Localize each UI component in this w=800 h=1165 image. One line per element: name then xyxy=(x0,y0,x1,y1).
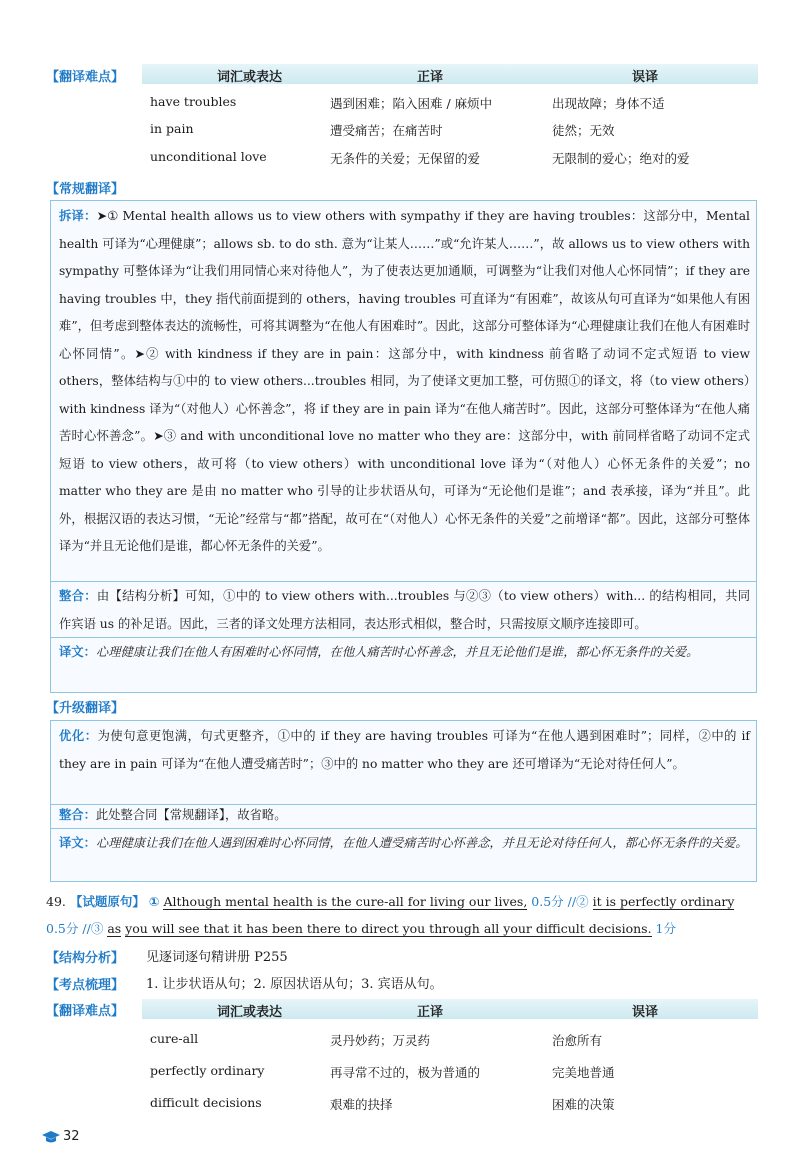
page-number-text: 32 xyxy=(63,1129,80,1144)
score-3: 1分 xyxy=(655,921,676,936)
upgrade-merge-segment xyxy=(51,804,756,828)
optimize-segment xyxy=(51,721,756,804)
split-text: ➤① Mental health allows us to view others with sympathy if they are having troubles：这部分中，Mental health 可译为“心理健康”；allows sb. to do sth. 意为“让某人……”或“允许某人……”，故 allows us to view others with sympathy 可整体译为“让我们用同情心来对待他人”，为了使表达更加通顺，可调整为“让我们对他人心怀同情”；if they are having troubles 中，they 指代前面提到的 others，having troubles 可直译为“有困难”，故该从句可直译为“如果他人有困难”，但考虑到整体表达的流畅性，可将其调整为“在他人有困难时”。因此，这部分可整体译为“心理健康让我们在他人有困难时心怀同情”。➤② with kindness if they are in pain：这部分中，with kindness 前省略了动词不定式短语 to view others，整体结构与①中的 to view others...troubles 相同，为了使译文更加工整，可仿照①的译文，将（to view others）with kindness 译为“（对他人）心怀善念”，将 if they are in pain 译为“在他人痛苦时”。因此，这部分可整体译为“在他人痛苦时心怀善念”。➤③ and with unconditional love no matter who they are：这部分中，with 前同样省略了动词不定式短语 to view others，故可将（to view others）with unconditional love 译为“（对他人）心怀无条件的关爱”；no matter who they are 是由 no matter who 引导的让步状语从句，可译为“无论他们是谁”；and 表承接，译为“并且”。此外，根据汉语的表达习惯，“无论”经常与“都”搭配，故可在“（对他人）心怀无条件的关爱”之前增译“都”。因此，这部分可整体译为“并且无论他们是谁，都心怀无条件的关爱”。 xyxy=(59,209,750,553)
clause-3b: you will see that it has been there to direct you through all your difficult decisions. xyxy=(125,921,652,936)
table-cell: 治愈所有 xyxy=(552,1033,603,1048)
table-cell: have troubles xyxy=(150,94,237,109)
table-cell: 艰难的抉择 xyxy=(330,1097,393,1112)
table-cell: 遇到困难；陷入困难 / 麻烦中 xyxy=(330,96,493,111)
table-cell: 出现故障；身体不适 xyxy=(552,96,665,111)
col-header-wrong: 误译 xyxy=(632,70,659,85)
score-1: 0.5分 xyxy=(531,894,564,909)
upgrade-translation-paragraph xyxy=(59,830,750,858)
section-label-upgrade: 【升级翻译】 xyxy=(46,701,125,716)
section-label-difficulty-2: 【翻译难点】 xyxy=(46,1004,125,1019)
col-header-correct: 正译 xyxy=(417,1005,444,1020)
clause-2: it is perfectly ordinary xyxy=(592,894,735,909)
separator: // xyxy=(82,921,91,936)
clause-marker: ③ xyxy=(90,921,104,936)
clause-3a: as xyxy=(107,921,122,936)
table-header-2 xyxy=(142,999,758,1019)
translation-label: 译文： xyxy=(59,645,96,659)
merge-paragraph xyxy=(59,583,750,638)
translation-paragraph xyxy=(59,639,750,667)
col-header-wrong: 误译 xyxy=(632,1005,659,1020)
translation-segment xyxy=(51,637,756,693)
upgrade-translation-label: 译文： xyxy=(59,836,96,850)
table-cell: in pain xyxy=(150,121,194,136)
table-cell: 困难的决策 xyxy=(552,1097,615,1112)
clause-marker: ② xyxy=(576,894,589,909)
col-header-expression: 词汇或表达 xyxy=(217,70,283,85)
table-cell: 徒然；无效 xyxy=(552,123,615,138)
question-number: 49. xyxy=(46,894,66,909)
section-label-points: 【考点梳理】 xyxy=(46,978,125,993)
col-header-expression: 词汇或表达 xyxy=(217,1005,283,1020)
upgrade-merge-label: 整合： xyxy=(59,808,96,822)
table-header xyxy=(142,64,758,84)
table-cell: cure-all xyxy=(150,1031,199,1046)
page-number xyxy=(42,1129,80,1144)
clause-1: Although mental health is the cure-all for living our lives, xyxy=(163,894,528,909)
optimize-label: 优化： xyxy=(59,729,98,743)
upgrade-merge-paragraph xyxy=(59,802,750,830)
graduation-cap-icon xyxy=(42,1131,60,1143)
table-cell: 灵丹妙药；万灵药 xyxy=(330,1033,431,1048)
table-cell: perfectly ordinary xyxy=(150,1063,265,1078)
section-label-structure: 【结构分析】 xyxy=(46,951,125,966)
table-cell: 再寻常不过的，极为普通的 xyxy=(330,1065,481,1080)
merge-label: 整合： xyxy=(59,589,97,603)
clause-marker: ① xyxy=(148,894,160,909)
table-cell: 完美地普通 xyxy=(552,1065,615,1080)
split-paragraph xyxy=(59,203,750,561)
table-cell: 无限制的爱心；绝对的爱 xyxy=(552,151,690,166)
section-label-regular: 【常规翻译】 xyxy=(46,182,125,197)
table-cell: difficult decisions xyxy=(150,1095,262,1110)
question-tag: 【试题原句】 xyxy=(69,894,145,909)
table-cell: 遭受痛苦；在痛苦时 xyxy=(330,123,443,138)
separator: // xyxy=(567,894,577,909)
table-cell: 无条件的关爱；无保留的爱 xyxy=(330,151,481,166)
merge-text: 由【结构分析】可知，①中的 to view others with...troubles 与②③（to view others）with... 的结构相同，共同作宾语 us 的补足语。因此，三者的译文处理方法相同，表达形式相似，整合时，只需按原文顺序连接即可。 xyxy=(59,589,750,631)
merge-segment xyxy=(51,581,756,637)
translation-text: 心理健康让我们在他人有困难时心怀同情，在他人痛苦时心怀善念，并且无论他们是谁，都心怀无条件的关爱。 xyxy=(95,645,699,659)
split-label: 拆译： xyxy=(59,209,97,223)
col-header-correct: 正译 xyxy=(417,70,444,85)
optimize-text: 为使句意更饱满，句式更整齐，①中的 if they are having troubles 可译为“在他人遇到困难时”；同样，②中的 if they are in pain 可译为“在他人遭受痛苦时”；③中的 no matter who they are 还可增译为“无论对待任何人”。 xyxy=(59,729,750,771)
section-label-difficulty: 【翻译难点】 xyxy=(46,70,125,85)
upgrade-translation-box xyxy=(50,720,757,882)
split-segment xyxy=(51,201,756,581)
upgrade-translation-text: 心理健康让我们在他人遇到困难时心怀同情，在他人遭受痛苦时心怀善念，并且无论对待任何人，都心怀无条件的关爱。 xyxy=(95,836,748,850)
score-2: 0.5分 xyxy=(46,921,79,936)
upgrade-translation-segment xyxy=(51,828,756,882)
regular-translation-box xyxy=(50,200,757,693)
upgrade-merge-text: 此处整合同【常规翻译】，故省略。 xyxy=(95,808,287,822)
table-cell: unconditional love xyxy=(150,149,267,164)
optimize-paragraph xyxy=(59,723,750,778)
points-text: 1. 让步状语从句；2. 原因状语从句；3. 宾语从句。 xyxy=(146,977,443,992)
question-49 xyxy=(46,888,758,942)
structure-text: 见逐词逐句精讲册 P255 xyxy=(146,950,288,965)
